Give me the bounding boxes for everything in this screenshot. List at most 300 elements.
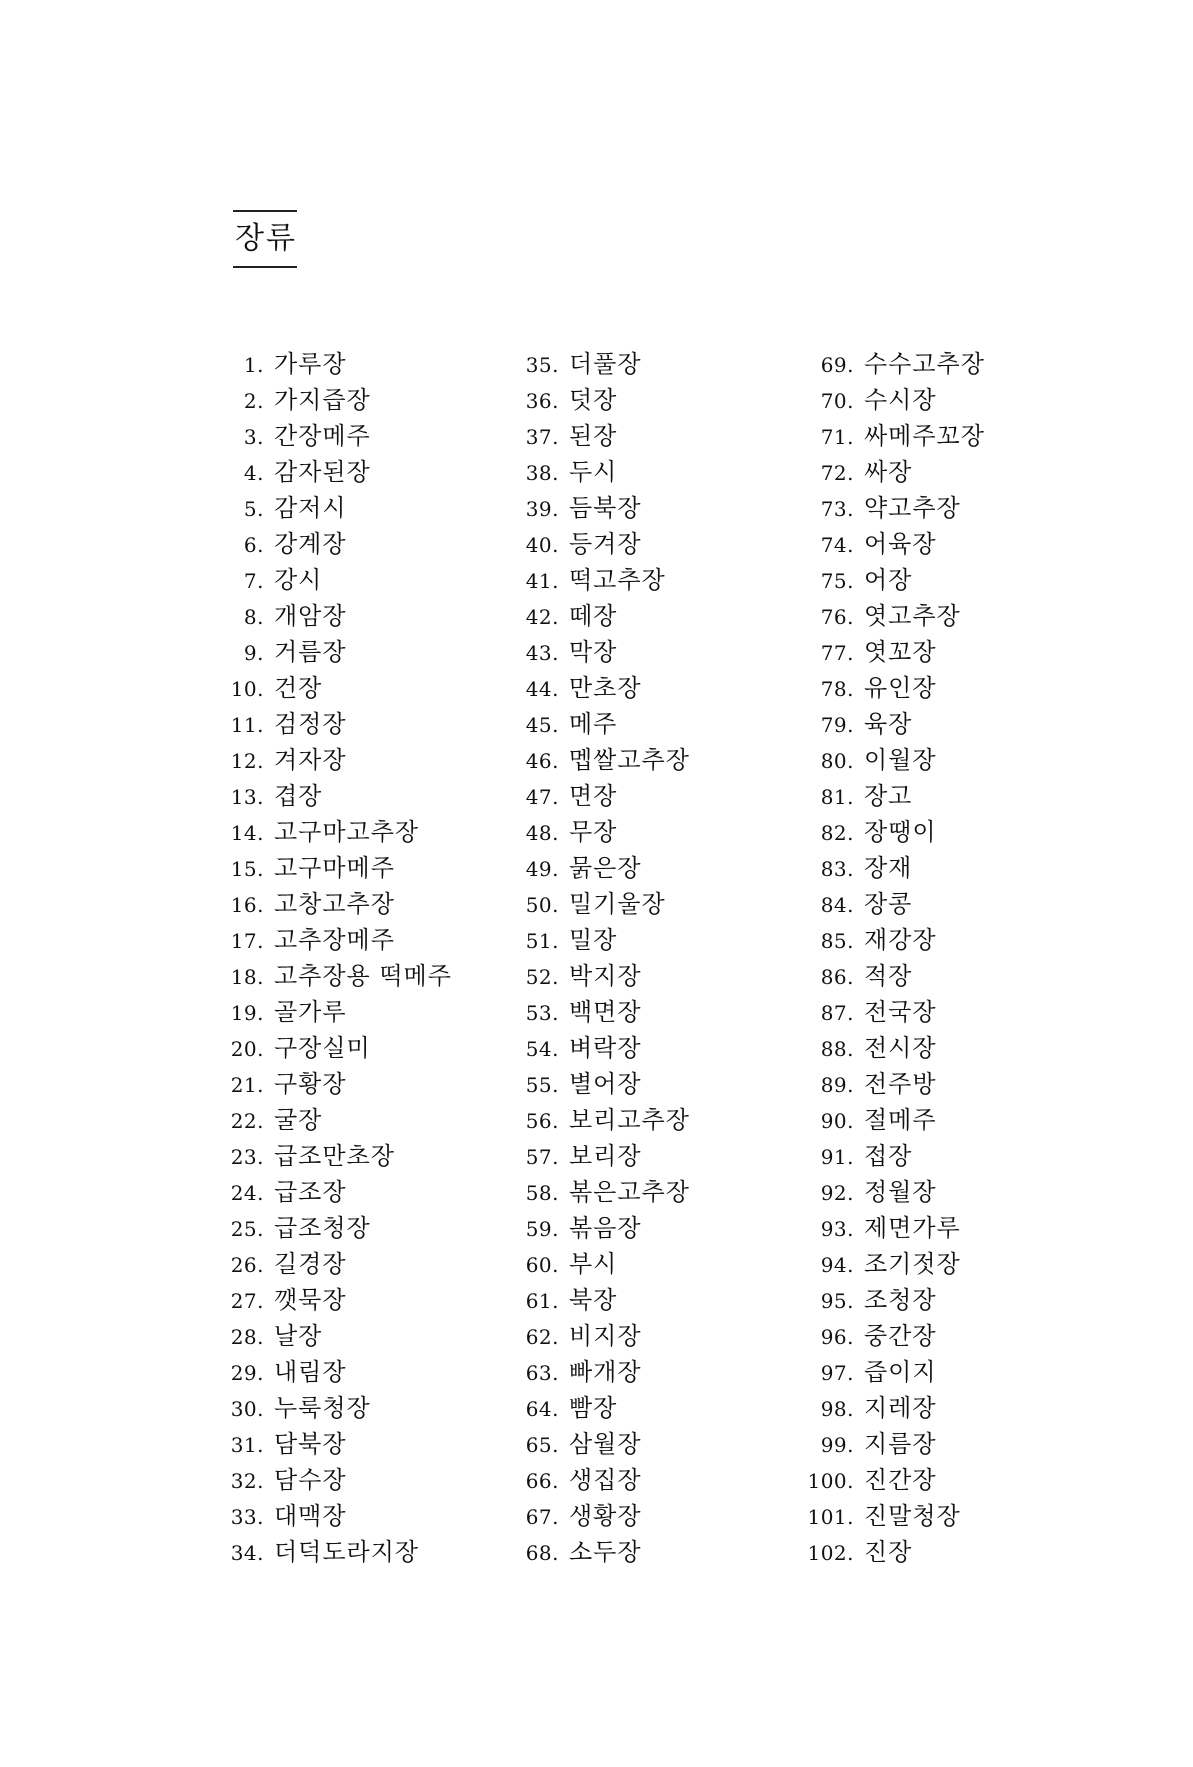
list-item-term: 수시장 (864, 386, 937, 414)
list-item-number: 8. (243, 605, 264, 629)
list-item (800, 1138, 1100, 1174)
list-item-number: 71. (820, 425, 854, 449)
list-item (505, 742, 805, 778)
list-item-number: 31. (230, 1433, 264, 1457)
list-item-number: 61. (525, 1289, 559, 1313)
list-item (505, 1174, 805, 1210)
list-item (800, 1498, 1100, 1534)
list-item-number: 100. (807, 1469, 854, 1493)
list-item-term: 면장 (569, 782, 618, 810)
list-item (800, 706, 1100, 742)
list-item (505, 1282, 805, 1318)
list-item-term: 조청장 (864, 1286, 937, 1314)
list-item-term: 대맥장 (274, 1502, 347, 1530)
list-item-number: 81. (820, 785, 854, 809)
list-item (800, 742, 1100, 778)
list-item-number: 45. (525, 713, 559, 737)
list-item-term: 고창고추장 (274, 890, 395, 918)
list-item-term: 담북장 (274, 1430, 347, 1458)
list-item-number: 102. (807, 1541, 854, 1565)
list-item-term: 떼장 (569, 602, 618, 630)
list-item-term: 밀장 (569, 926, 618, 954)
list-item-number: 63. (525, 1361, 559, 1385)
list-item (800, 886, 1100, 922)
list-item (800, 562, 1100, 598)
list-item (505, 778, 805, 814)
list-item-number: 15. (230, 857, 264, 881)
list-item-number: 77. (820, 641, 854, 665)
list-item-number: 39. (525, 497, 559, 521)
list-item (505, 1210, 805, 1246)
list-item-term: 가루장 (274, 350, 347, 378)
list-item (505, 1066, 805, 1102)
list-item (210, 1534, 510, 1570)
list-item (800, 418, 1100, 454)
list-item-number: 41. (525, 569, 559, 593)
list-item-number: 87. (820, 1001, 854, 1025)
list-item-term: 깻묵장 (274, 1286, 347, 1314)
list-item-number: 57. (525, 1145, 559, 1169)
list-item-term: 빠개장 (569, 1358, 642, 1386)
list-item-number: 74. (820, 533, 854, 557)
list-item-term: 거름장 (274, 638, 347, 666)
list-item-term: 고추장메주 (274, 926, 395, 954)
list-item (210, 1210, 510, 1246)
list-item-term: 두시 (569, 458, 618, 486)
list-item (210, 814, 510, 850)
list-item (210, 706, 510, 742)
term-column-2 (505, 346, 805, 1570)
list-item (505, 814, 805, 850)
list-item (210, 1390, 510, 1426)
list-item-number: 64. (525, 1397, 559, 1421)
list-item-number: 29. (230, 1361, 264, 1385)
list-item (505, 850, 805, 886)
list-item-term: 즙이지 (864, 1358, 937, 1386)
list-item-number: 43. (525, 641, 559, 665)
list-item-number: 89. (820, 1073, 854, 1097)
list-item (210, 1462, 510, 1498)
list-item-term: 골가루 (274, 998, 347, 1026)
list-item-term: 북장 (569, 1286, 618, 1314)
list-item (505, 922, 805, 958)
list-item (210, 418, 510, 454)
list-item (210, 346, 510, 382)
list-item-term: 장고 (864, 782, 913, 810)
list-item-term: 누룩청장 (274, 1394, 371, 1422)
list-item-number: 55. (525, 1073, 559, 1097)
list-item (210, 1498, 510, 1534)
list-item-term: 날장 (274, 1322, 323, 1350)
list-item-term: 감저시 (274, 494, 347, 522)
list-item-number: 60. (525, 1253, 559, 1277)
list-item-number: 92. (820, 1181, 854, 1205)
list-item (800, 1534, 1100, 1570)
list-item-term: 장콩 (864, 890, 913, 918)
list-item (505, 1498, 805, 1534)
list-item-term: 육장 (864, 710, 913, 738)
list-item (800, 1462, 1100, 1498)
list-item-term: 박지장 (569, 962, 642, 990)
list-item-term: 개암장 (274, 602, 347, 630)
term-column-1 (210, 346, 510, 1570)
list-item-number: 69. (820, 353, 854, 377)
list-item-term: 지름장 (864, 1430, 937, 1458)
list-item-number: 26. (230, 1253, 264, 1277)
list-item-number: 56. (525, 1109, 559, 1133)
list-item (800, 1426, 1100, 1462)
list-item-term: 강계장 (274, 530, 347, 558)
list-item-number: 30. (230, 1397, 264, 1421)
list-item-term: 전주방 (864, 1070, 937, 1098)
list-item-term: 구장실미 (274, 1034, 371, 1062)
list-item (800, 598, 1100, 634)
list-item (505, 598, 805, 634)
list-item-number: 35. (525, 353, 559, 377)
list-item (800, 1318, 1100, 1354)
list-item-term: 구황장 (274, 1070, 347, 1098)
list-item (210, 1138, 510, 1174)
list-item (210, 1318, 510, 1354)
list-item-term: 접장 (864, 1142, 913, 1170)
list-item (210, 1174, 510, 1210)
list-item-number: 9. (243, 641, 264, 665)
list-item-term: 막장 (569, 638, 618, 666)
list-item-term: 삼월장 (569, 1430, 642, 1458)
list-item (800, 634, 1100, 670)
list-item-number: 97. (820, 1361, 854, 1385)
list-item-term: 조기젓장 (864, 1250, 961, 1278)
list-item-term: 고구마메주 (274, 854, 395, 882)
list-item (505, 346, 805, 382)
list-item-number: 68. (525, 1541, 559, 1565)
list-item (505, 1534, 805, 1570)
list-item-number: 34. (230, 1541, 264, 1565)
list-item-term: 엿꼬장 (864, 638, 937, 666)
term-column-3 (800, 346, 1100, 1570)
list-item (800, 1390, 1100, 1426)
list-item-number: 67. (525, 1505, 559, 1529)
list-item-term: 보리장 (569, 1142, 642, 1170)
list-item-number: 19. (230, 1001, 264, 1025)
list-item (210, 382, 510, 418)
list-item (505, 994, 805, 1030)
list-item-term: 싸장 (864, 458, 913, 486)
list-item-term: 어육장 (864, 530, 937, 558)
list-item-term: 건장 (274, 674, 323, 702)
list-item-number: 3. (243, 425, 264, 449)
list-item-term: 별어장 (569, 1070, 642, 1098)
list-item-number: 76. (820, 605, 854, 629)
list-item (210, 598, 510, 634)
list-item (800, 670, 1100, 706)
list-item-term: 진장 (864, 1538, 913, 1566)
list-item-number: 36. (525, 389, 559, 413)
list-item (800, 490, 1100, 526)
list-item-term: 급조만초장 (274, 1142, 395, 1170)
list-item (505, 958, 805, 994)
list-item (210, 490, 510, 526)
list-item-number: 28. (230, 1325, 264, 1349)
list-item-number: 6. (243, 533, 264, 557)
list-item-term: 굴장 (274, 1106, 323, 1134)
list-item-number: 22. (230, 1109, 264, 1133)
list-item (210, 454, 510, 490)
list-item-number: 94. (820, 1253, 854, 1277)
list-item (505, 886, 805, 922)
list-item-number: 42. (525, 605, 559, 629)
list-item-term: 묽은장 (569, 854, 642, 882)
list-item-number: 37. (525, 425, 559, 449)
list-item-term: 떡고추장 (569, 566, 666, 594)
list-item-term: 된장 (569, 422, 618, 450)
list-item (505, 1426, 805, 1462)
list-item-term: 가지즙장 (274, 386, 371, 414)
list-item (210, 886, 510, 922)
list-item-number: 91. (820, 1145, 854, 1169)
list-item-number: 53. (525, 1001, 559, 1025)
list-item (505, 490, 805, 526)
list-item-number: 62. (525, 1325, 559, 1349)
list-item-number: 51. (525, 929, 559, 953)
list-item-term: 적장 (864, 962, 913, 990)
list-item (800, 1282, 1100, 1318)
list-item (800, 1246, 1100, 1282)
list-item-term: 전시장 (864, 1034, 937, 1062)
list-item-term: 소두장 (569, 1538, 642, 1566)
list-item-number: 79. (820, 713, 854, 737)
list-item-number: 52. (525, 965, 559, 989)
list-item-term: 약고추장 (864, 494, 961, 522)
list-item-number: 86. (820, 965, 854, 989)
list-item (800, 922, 1100, 958)
list-item-term: 어장 (864, 566, 913, 594)
list-item-number: 32. (230, 1469, 264, 1493)
list-item-term: 겹장 (274, 782, 323, 810)
list-item (210, 850, 510, 886)
list-item-number: 80. (820, 749, 854, 773)
list-item-term: 볶은고추장 (569, 1178, 690, 1206)
list-item-number: 65. (525, 1433, 559, 1457)
list-item (505, 1462, 805, 1498)
heading-bottom-rule (233, 266, 297, 268)
list-item-term: 듬북장 (569, 494, 642, 522)
list-item-number: 12. (230, 749, 264, 773)
list-item (505, 1102, 805, 1138)
list-item-number: 48. (525, 821, 559, 845)
list-item-term: 만초장 (569, 674, 642, 702)
list-item (210, 1246, 510, 1282)
list-item-number: 90. (820, 1109, 854, 1133)
list-item (210, 562, 510, 598)
list-item-term: 메주 (569, 710, 618, 738)
list-item (800, 1210, 1100, 1246)
list-item-term: 수수고추장 (864, 350, 985, 378)
list-item-number: 59. (525, 1217, 559, 1241)
list-item-number: 1. (243, 353, 264, 377)
list-item-term: 벼락장 (569, 1034, 642, 1062)
list-item-number: 5. (243, 497, 264, 521)
list-item-term: 담수장 (274, 1466, 347, 1494)
list-item-number: 18. (230, 965, 264, 989)
list-item-term: 백면장 (569, 998, 642, 1026)
list-item-number: 20. (230, 1037, 264, 1061)
list-item-number: 21. (230, 1073, 264, 1097)
list-item (800, 850, 1100, 886)
list-item-number: 66. (525, 1469, 559, 1493)
list-item-term: 볶음장 (569, 1214, 642, 1242)
list-item-number: 82. (820, 821, 854, 845)
list-item (210, 1030, 510, 1066)
list-item-number: 95. (820, 1289, 854, 1313)
list-item-term: 덧장 (569, 386, 618, 414)
list-item-term: 보리고추장 (569, 1106, 690, 1134)
list-item (210, 742, 510, 778)
list-item-number: 27. (230, 1289, 264, 1313)
list-item (210, 1354, 510, 1390)
list-item (505, 706, 805, 742)
list-item-term: 빰장 (569, 1394, 618, 1422)
list-item (800, 1030, 1100, 1066)
list-item (505, 454, 805, 490)
list-item (800, 346, 1100, 382)
list-item-number: 14. (230, 821, 264, 845)
list-item-number: 50. (525, 893, 559, 917)
list-item-number: 47. (525, 785, 559, 809)
list-item-number: 84. (820, 893, 854, 917)
list-item-number: 83. (820, 857, 854, 881)
list-item-term: 멥쌀고추장 (569, 746, 690, 774)
list-item (800, 1066, 1100, 1102)
page-title: 장류 (235, 221, 297, 256)
list-item (505, 1246, 805, 1282)
list-item-number: 88. (820, 1037, 854, 1061)
list-item (210, 1102, 510, 1138)
list-item-number: 101. (807, 1505, 854, 1529)
list-item (505, 382, 805, 418)
list-item-term: 감자된장 (274, 458, 371, 486)
list-item (800, 454, 1100, 490)
list-item (800, 382, 1100, 418)
list-item-term: 내림장 (274, 1358, 347, 1386)
list-item-term: 중간장 (864, 1322, 937, 1350)
list-item-number: 78. (820, 677, 854, 701)
list-item (210, 778, 510, 814)
list-item-term: 제면가루 (864, 1214, 961, 1242)
list-item-term: 절메주 (864, 1106, 937, 1134)
list-item-term: 부시 (569, 1250, 618, 1278)
list-item (210, 526, 510, 562)
list-item-term: 전국장 (864, 998, 937, 1026)
list-item (210, 1426, 510, 1462)
list-item-term: 생황장 (569, 1502, 642, 1530)
list-item-number: 11. (230, 713, 264, 737)
list-item-number: 49. (525, 857, 559, 881)
list-item-number: 7. (243, 569, 264, 593)
list-item-term: 더풀장 (569, 350, 642, 378)
list-item-number: 40. (525, 533, 559, 557)
list-item-term: 급조장 (274, 1178, 347, 1206)
list-item-number: 93. (820, 1217, 854, 1241)
list-item-number: 13. (230, 785, 264, 809)
list-item-term: 진간장 (864, 1466, 937, 1494)
list-item-term: 강시 (274, 566, 323, 594)
list-item-term: 무장 (569, 818, 618, 846)
list-item-number: 96. (820, 1325, 854, 1349)
list-item-number: 10. (230, 677, 264, 701)
list-item-term: 간장메주 (274, 422, 371, 450)
list-item (800, 778, 1100, 814)
list-item (800, 1174, 1100, 1210)
list-item-term: 진말청장 (864, 1502, 961, 1530)
list-item-term: 장재 (864, 854, 913, 882)
list-item (800, 526, 1100, 562)
list-item-term: 유인장 (864, 674, 937, 702)
list-item-number: 85. (820, 929, 854, 953)
list-item-number: 44. (525, 677, 559, 701)
list-item-term: 재강장 (864, 926, 937, 954)
list-item-number: 46. (525, 749, 559, 773)
list-item-term: 더덕도라지장 (274, 1538, 420, 1566)
list-item (800, 994, 1100, 1030)
list-item-term: 정월장 (864, 1178, 937, 1206)
list-item (505, 418, 805, 454)
list-item-number: 17. (230, 929, 264, 953)
list-item (800, 814, 1100, 850)
list-item-term: 생집장 (569, 1466, 642, 1494)
list-item (800, 1354, 1100, 1390)
list-item-number: 4. (243, 461, 264, 485)
list-item (505, 670, 805, 706)
list-item (505, 526, 805, 562)
list-item-number: 2. (243, 389, 264, 413)
list-item-term: 지레장 (864, 1394, 937, 1422)
list-item-term: 등겨장 (569, 530, 642, 558)
list-item-number: 58. (525, 1181, 559, 1205)
list-item (505, 1318, 805, 1354)
list-item-number: 75. (820, 569, 854, 593)
list-item-term: 검정장 (274, 710, 347, 738)
list-item-term: 장땡이 (864, 818, 937, 846)
list-item-number: 16. (230, 893, 264, 917)
list-item-term: 비지장 (569, 1322, 642, 1350)
list-item-number: 99. (820, 1433, 854, 1457)
list-item (210, 670, 510, 706)
list-item-term: 엿고추장 (864, 602, 961, 630)
list-item (210, 958, 510, 994)
list-item-number: 23. (230, 1145, 264, 1169)
list-item (800, 1102, 1100, 1138)
list-item (505, 1354, 805, 1390)
list-item-number: 24. (230, 1181, 264, 1205)
list-item (505, 1390, 805, 1426)
section-heading (233, 210, 297, 268)
list-item (505, 634, 805, 670)
list-item (210, 1066, 510, 1102)
list-item-term: 밀기울장 (569, 890, 666, 918)
list-item-term: 겨자장 (274, 746, 347, 774)
list-item (800, 958, 1100, 994)
list-item-term: 고구마고추장 (274, 818, 420, 846)
list-item (210, 994, 510, 1030)
list-item (505, 1138, 805, 1174)
list-item (210, 922, 510, 958)
list-item-number: 72. (820, 461, 854, 485)
list-item-number: 73. (820, 497, 854, 521)
list-item-term: 급조청장 (274, 1214, 371, 1242)
list-item-number: 33. (230, 1505, 264, 1529)
list-item (505, 1030, 805, 1066)
